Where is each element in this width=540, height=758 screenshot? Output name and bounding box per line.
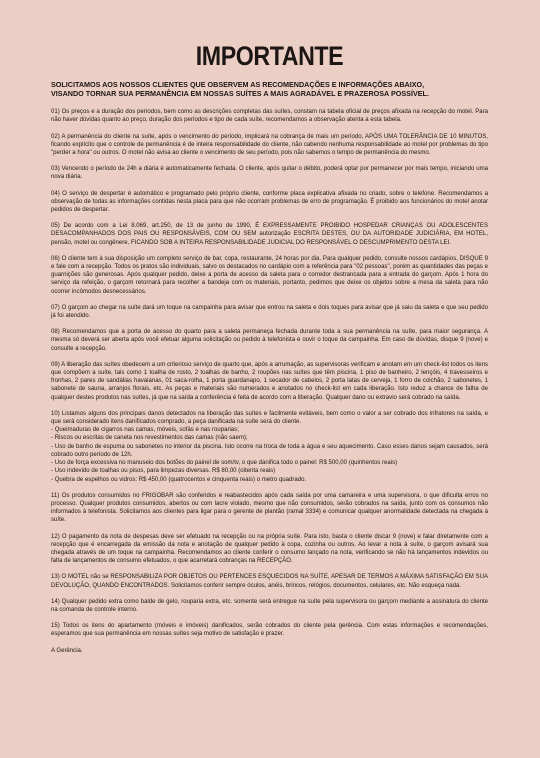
rule-item-07: 07) O garçom ao chegar na suíte dará um toque na campainha para avisar que entrou na saleta e dois toques para avisar que já saiu da saleta e que seu pedido já foi atendido. [51,304,488,320]
rule-item-15: 15) Todos os itens do apartamento (móveis e imóveis) danificados, serão cobrados do cliente pela gerência. Com estas informações e recomendações, esperamos que sua permanência em nossas suítes seja motivo de satisfação e prazer. [51,623,488,638]
intro-line: SOLICITAMOS AOS NOSSOS CLIENTES QUE OBSERVEM AS RECOMENDAÇÕES E INFORMAÇÕES ABAIXO, [51,80,425,89]
rule-item-10: 10) Listamos alguns dos principais danos detectados na liberação das suítes e facilmente evitáveis, bem como o valor a ser cobrado dos infratores na saída, e que será considerado itens danificados comprado, a peça danificada na suíte será do cliente. - Queimaduras de cigarros nas camas, móveis, sofás e nas rouparias; - Riscos ou escritas de caneta nos revestimentos das camas (não saem); - Uso de banho de espuma ou sabonetes no interior da piscina. Isto ocorre na troca de toda a água e seu aquecimento. Caso esses danos sejam causados, será cobrado outro período de 12h. - Uso de força excessiva no manuseio dos botões do painel de som/tv, o que danifica todo o painel: R$ 500,00 (quinhentos reais) - Uso indevido de toalhas ou pisos, para limpezas diversas. R$ 80,00 (oitenta reais) - Quebra de espelhos ou vidros: R$ 450,00 (quatrocentos e cinquenta reais) o metro quadrado. [51,410,488,483]
signature: A Gerência. [51,647,83,654]
rule-item-13: 13) O MOTEL não se RESPONSABILIZA POR OBJETOS OU PERTENCES ESQUECIDOS NA SUÍTE, APESAR DE TERMOS A MÁXIMA SATISFAÇÃO EM SUA DEVOLUÇÃO, QUANDO ENCONTRADOS. Solicitamos conferir sempre óculos, anéis, brincos, relógios, documentos, celulares, etc. Não esqueça nada. [51,574,488,589]
rule-item-05: 05) De acordo com a Lei 8.069, art.250, de 13 de junho de 1990, É EXPRESSAMENTE PROIBIDO HOSPEDAR CRIANÇAS OU ADOLESCENTES DESACOMPANHADOS DOS PAIS OU RESPONSÁVEIS, COM OU SEM autorização ESCRITA DESTES, OU DA AUTORIDADE JUDICIÁRIA, EM HOTEL, pensão, motel ou congênere, FICANDO SOB A INTEIRA RESPONSABILIDADE JUDICIAL DO RESPONSÁVEL O DESCUMPRIMENTO DESTA LEI. [51,223,488,246]
rule-item-09: 09) A liberação das suítes obedecem a um criterioso serviço de quarto que, após a arrumação, as supervisoras verificam e anotam em um check-list todos os itens que compõem a suíte, tais como 1 toalha de rosto, 2 toalhas de banho, 2 roupões nas suítes que têm piscina, 1 piso de banheiro, 2 lençóis, 4 travesseiros e fronhas, 2 pares de sandálias havaianas, 01 saca-rolha, 1 porta guardanapo, 1 secador de cabelos, 2 porta latas de cerveja, 1 forro de colchão, 2 sabonetes, 1 sabonete de sauna, arranjos florais, etc. As peças e materiais são numerados e anotados no check-list em cada liberação. Isto reduz a chance de falha de qualquer destes produtos nas suítes, já que na saída a conferência é feita de acordo com a liberação. Qualquer dano ou extravio será cobrado na saída. [51,361,488,401]
rule-item-02: 02) A permanência do cliente na suíte, após o vencimento do período, implicará na cobrança de mais um período, APÓS UMA TOLERÂNCIA DE 10 MINUTOS, ficando explícito que o controle de permanência é de inteira responsabilidade do cliente, não cabendo nenhuma responsabilidade ao motel por problemas do tipo "perder a hora" ou outros. O motel não avisa ao cliente o vencimento de seu período, pois não sabemos o tempo de permanência do mesmo. [51,133,488,156]
rule-item-01: 01) Os preços e a duração dos períodos, bem como as descrições completas das suítes, constam na tabela oficial de preços afixada na recepção do motel. Para não haver dúvidas quanto ao preço, duração dos períodos e tipo de cada suíte, recomendamos a observação atenta a esta tabela. [51,109,488,124]
rule-item-06: 06) O cliente tem à sua disposição um completo serviço de bar, copa, restaurante, 24 horas por dia. Para qualquer pedido, consulte nossos cardápios, DISQUE 9 e fale com a recepção. Todos os pratos são individuais, salvo os destacados no cardápio com a referência para "02 pessoas", porém as quantidades das peças e guarnições são generosas. Após qualquer pedido, deixe a porta de acesso da saleta para o corredor destrancada para a entrada do garçom. Após 1 hora do serviço da refeição, o garçom retornará para recolher a bandeja com os materiais, portanto, pedimos que deixe os objetos sobre a mesa da saleta para não ocorrer incômodos desnecessários. [51,255,488,295]
rule-item-03: 03) Vencendo o período de 24h a diária é automaticamente fechada. O cliente, após quitar o débito, poderá optar por permanecer por mais tempo, iniciando uma nova diária. [51,166,488,181]
intro-notice [51,81,488,98]
rule-item-11: 11) Os produtos consumidos no FRIGOBAR são conferidos e reabastecidos após cada saída por uma camareira e uma supervisora, o que dificulta erros no processo. Qualquer produtos consumidos, abertos ou com lacre violado, mesmo que não consumidos, serão cobrados na saída, junto com os consumos não informados à telefonista. Solicitamos aos clientes para ligar para o gerente de plantão (ramal 3334) e comunicar qualquer anormalidade detectada na chegada à suíte. [51,492,488,524]
rule-item-04: 04) O serviço de despertar é automático e programado pelo próprio cliente, conforme placa explicativa afixada no criado, sobre o telefone. Recomendamos a observação de todas as informações contidas nesta placa para que não ocorram problemas de erro de programação. É proibido aos funcionários do motel anotar pedidos de despertar. [51,190,488,214]
rule-item-08: 08) Recomendamos que a porta de acesso do quarto para a saleta permaneça fechada durante toda a sua permanência na suíte, para maior segurança. A mesma só deverá ser aberta após você efetuar alguma solicitação ou pedido à telefonista e ouvir o toque da campainha. Em caso de dúvidas, disque 9 (nove) e consulte a recepção. [51,329,488,352]
rule-item-14: 14) Qualquer pedido extra como balde de gelo, rouparia extra, etc. somente será entregue na suíte pela supervisora ou garçom mediante a assinatura do cliente na comanda de controle interno. [51,598,488,613]
rule-item-12: 12) O pagamento da nota de despesas deve ser efetuado na recepção ou na própria suíte. Para isto, basta o cliente discar 9 (nove) e falar diretamente com a recepção que é encarregada da emissão da nota e anotação de qualquer pedido à copa, cozinha ou outros. Ao levar a nota à suíte, o garçom avisará sua chegada através de um toque na campainha. Recomendamos ao cliente conferir o consumo lançado na nota, verificando se não há lançamentos indevidos ou falta de lançamentos de consumo efetuados, o que acarretará cobranças na RECEPÇÃO. [51,533,488,565]
page-title: IMPORTANTE [195,41,344,71]
intro-line: VISANDO TORNAR SUA PERMANÊNCIA EM NOSSAS SUÍTES A MAIS AGRADÁVEL E PRAZEROSA POSSÍVEL. [51,88,429,98]
